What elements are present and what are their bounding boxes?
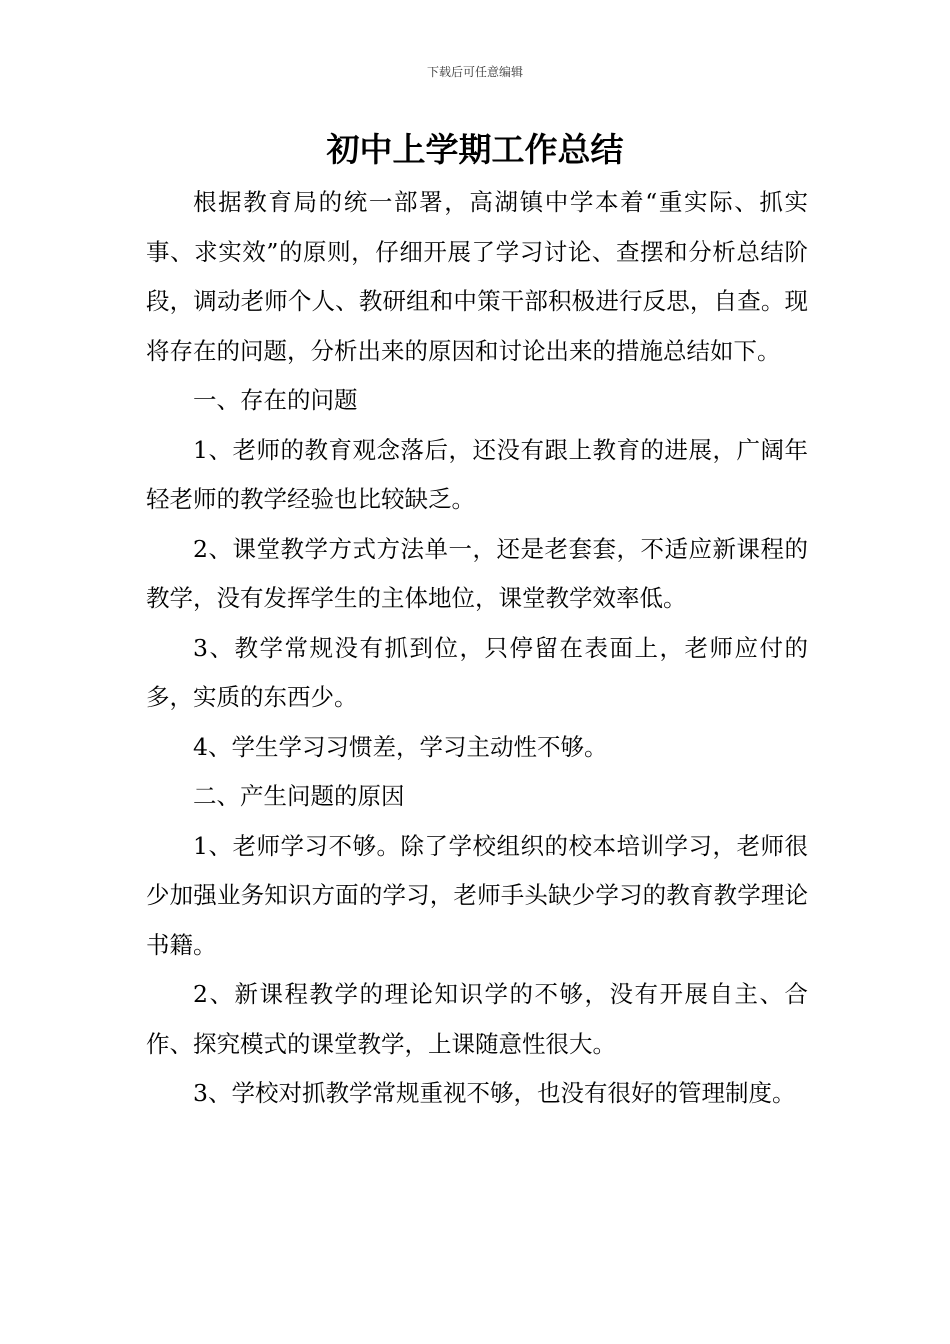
problem-item-3: 3、教学常规没有抓到位，只停留在表面上，老师应付的多，实质的东西少。 — [146, 633, 808, 711]
cause-item-1: 1、老师学习不够。除了学校组织的校本培训学习，老师很少加强业务知识方面的学习，老师手头缺少学习的教育教学理论书籍。 — [146, 831, 808, 959]
intro-paragraph: 根据教育局的统一部署，高湖镇中学本着“重实际、抓实事、求实效”的原则，仔细开展了学习讨论、查摆和分析总结阶段，调动老师个人、教研组和中策干部积极进行反思，自查。现将存在的问题，分析出来的原因和讨论出来的措施总结如下。 — [146, 188, 808, 365]
section-heading-problems: 一、存在的问题 — [193, 386, 358, 414]
section-heading-causes: 二、产生问题的原因 — [193, 782, 405, 810]
problem-item-4: 4、学生学习习惯差，学习主动性不够。 — [193, 732, 608, 761]
cause-item-2: 2、新课程教学的理论知识学的不够，没有开展自主、合作、探究模式的课堂教学，上课随意性很大。 — [146, 980, 808, 1058]
document-title: 初中上学期工作总结 — [326, 130, 624, 169]
header-note: 下载后可任意编辑 — [426, 65, 523, 79]
document-body — [146, 178, 808, 1119]
problem-item-1: 1、老师的教育观念落后，还没有跟上教育的进展，广阔年轻老师的教学经验也比较缺乏。 — [146, 435, 808, 513]
problem-item-2: 2、课堂教学方式方法单一，还是老套套，不适应新课程的教学，没有发挥学生的主体地位，课堂教学效率低。 — [146, 534, 808, 612]
cause-item-3: 3、学校对抓教学常规重视不够，也没有很好的管理制度。 — [193, 1079, 796, 1107]
